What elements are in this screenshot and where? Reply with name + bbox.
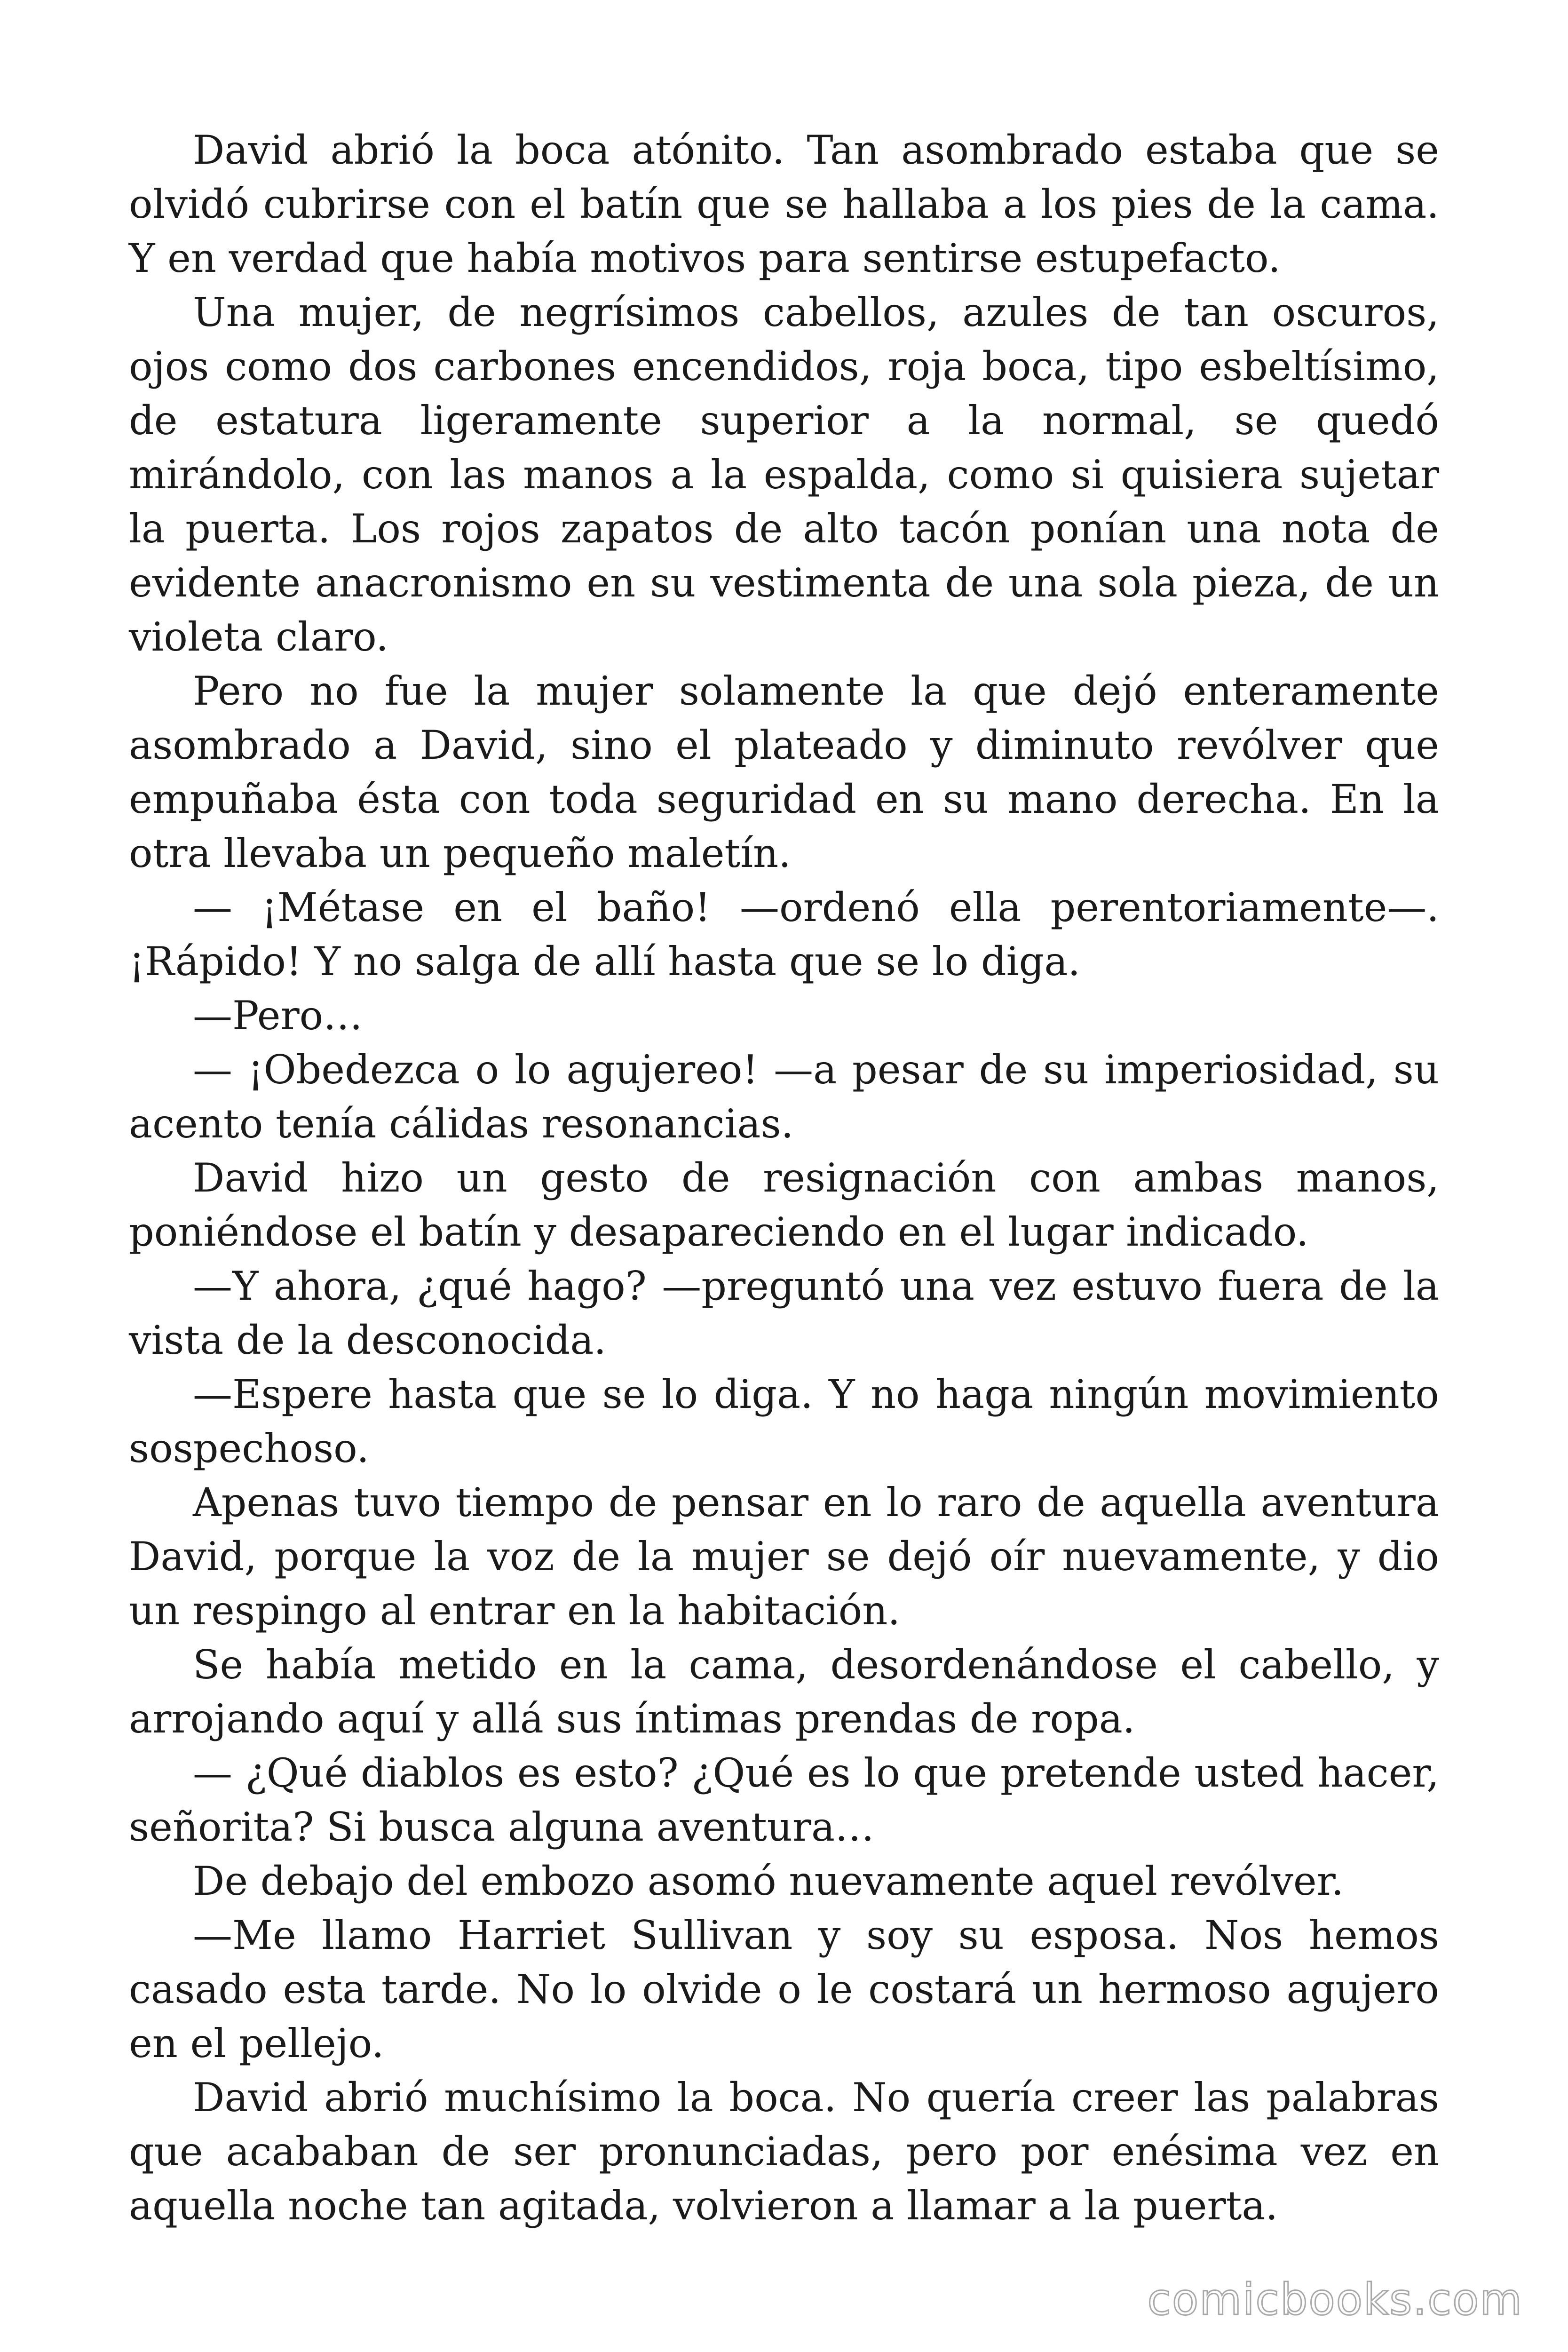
paragraph: — ¿Qué diablos es esto? ¿Qué es lo que pretende usted hacer, señorita? Si busca alguna aventura… bbox=[129, 1750, 1439, 1850]
paragraph: Se había metido en la cama, desordenándose el cabello, y arrojando aquí y allá sus íntimas prendas de ropa. bbox=[129, 1642, 1439, 1742]
paragraph: David hizo un gesto de resignación con ambas manos, poniéndose el batín y desapareciendo en el lugar indicado. bbox=[129, 1155, 1439, 1255]
paragraph: — ¡Métase en el baño! —ordenó ella perentoriamente—. ¡Rápido! Y no salga de allí hasta que se lo diga. bbox=[129, 884, 1439, 985]
paragraph: —Pero… bbox=[193, 993, 363, 1039]
paragraph: — ¡Obedezca o lo agujereo! —a pesar de su imperiosidad, su acento tenía cálidas resonancias. bbox=[129, 1047, 1439, 1147]
paragraph: David abrió la boca atónito. Tan asombrado estaba que se olvidó cubrirse con el batín que se hallaba a los pies de la cama. Y en verdad que había motivos para sentirse estupefacto. bbox=[129, 127, 1439, 281]
paragraph: —Espere hasta que se lo diga. Y no haga ningún movimiento sospechoso. bbox=[129, 1371, 1439, 1471]
paragraph: —Y ahora, ¿qué hago? —preguntó una vez estuvo fuera de la vista de la desconocida. bbox=[129, 1263, 1439, 1363]
paragraph: David abrió muchísimo la boca. No quería creer las palabras que acababan de ser pronunciadas, pero por enésima vez en aquella noche tan agitada, volvieron a llamar a la puerta. bbox=[129, 2074, 1439, 2229]
watermark: comicbooks.com bbox=[1147, 2274, 1523, 2325]
paragraph: De debajo del embozo asomó nuevamente aquel revólver. bbox=[193, 1858, 1344, 1904]
paragraph: Apenas tuvo tiempo de pensar en lo raro de aquella aventura David, porque la voz de la mujer se dejó oír nuevamente, y dio un respingo al entrar en la habitación. bbox=[129, 1479, 1439, 1634]
body-text bbox=[129, 123, 1439, 2233]
paragraph: —Me llamo Harriet Sullivan y soy su esposa. Nos hemos casado esta tarde. No lo olvide o le costará un hermoso agujero en el pellejo. bbox=[129, 1912, 1439, 2066]
paragraph: Una mujer, de negrísimos cabellos, azules de tan oscuros, ojos como dos carbones encendidos, roja boca, tipo esbeltísimo, de estatura ligeramente superior a la normal, se quedó mirándolo, con las manos a la espalda, como si quisiera sujetar la puerta. Los rojos zapatos de alto tacón ponían una nota de evidente anacronismo en su vestimenta de una sola pieza, de un violeta claro. bbox=[129, 289, 1439, 660]
paragraph: Pero no fue la mujer solamente la que dejó enteramente asombrado a David, sino el plateado y diminuto revólver que empuñaba ésta con toda seguridad en su mano derecha. En la otra llevaba un pequeño maletín. bbox=[129, 668, 1439, 876]
